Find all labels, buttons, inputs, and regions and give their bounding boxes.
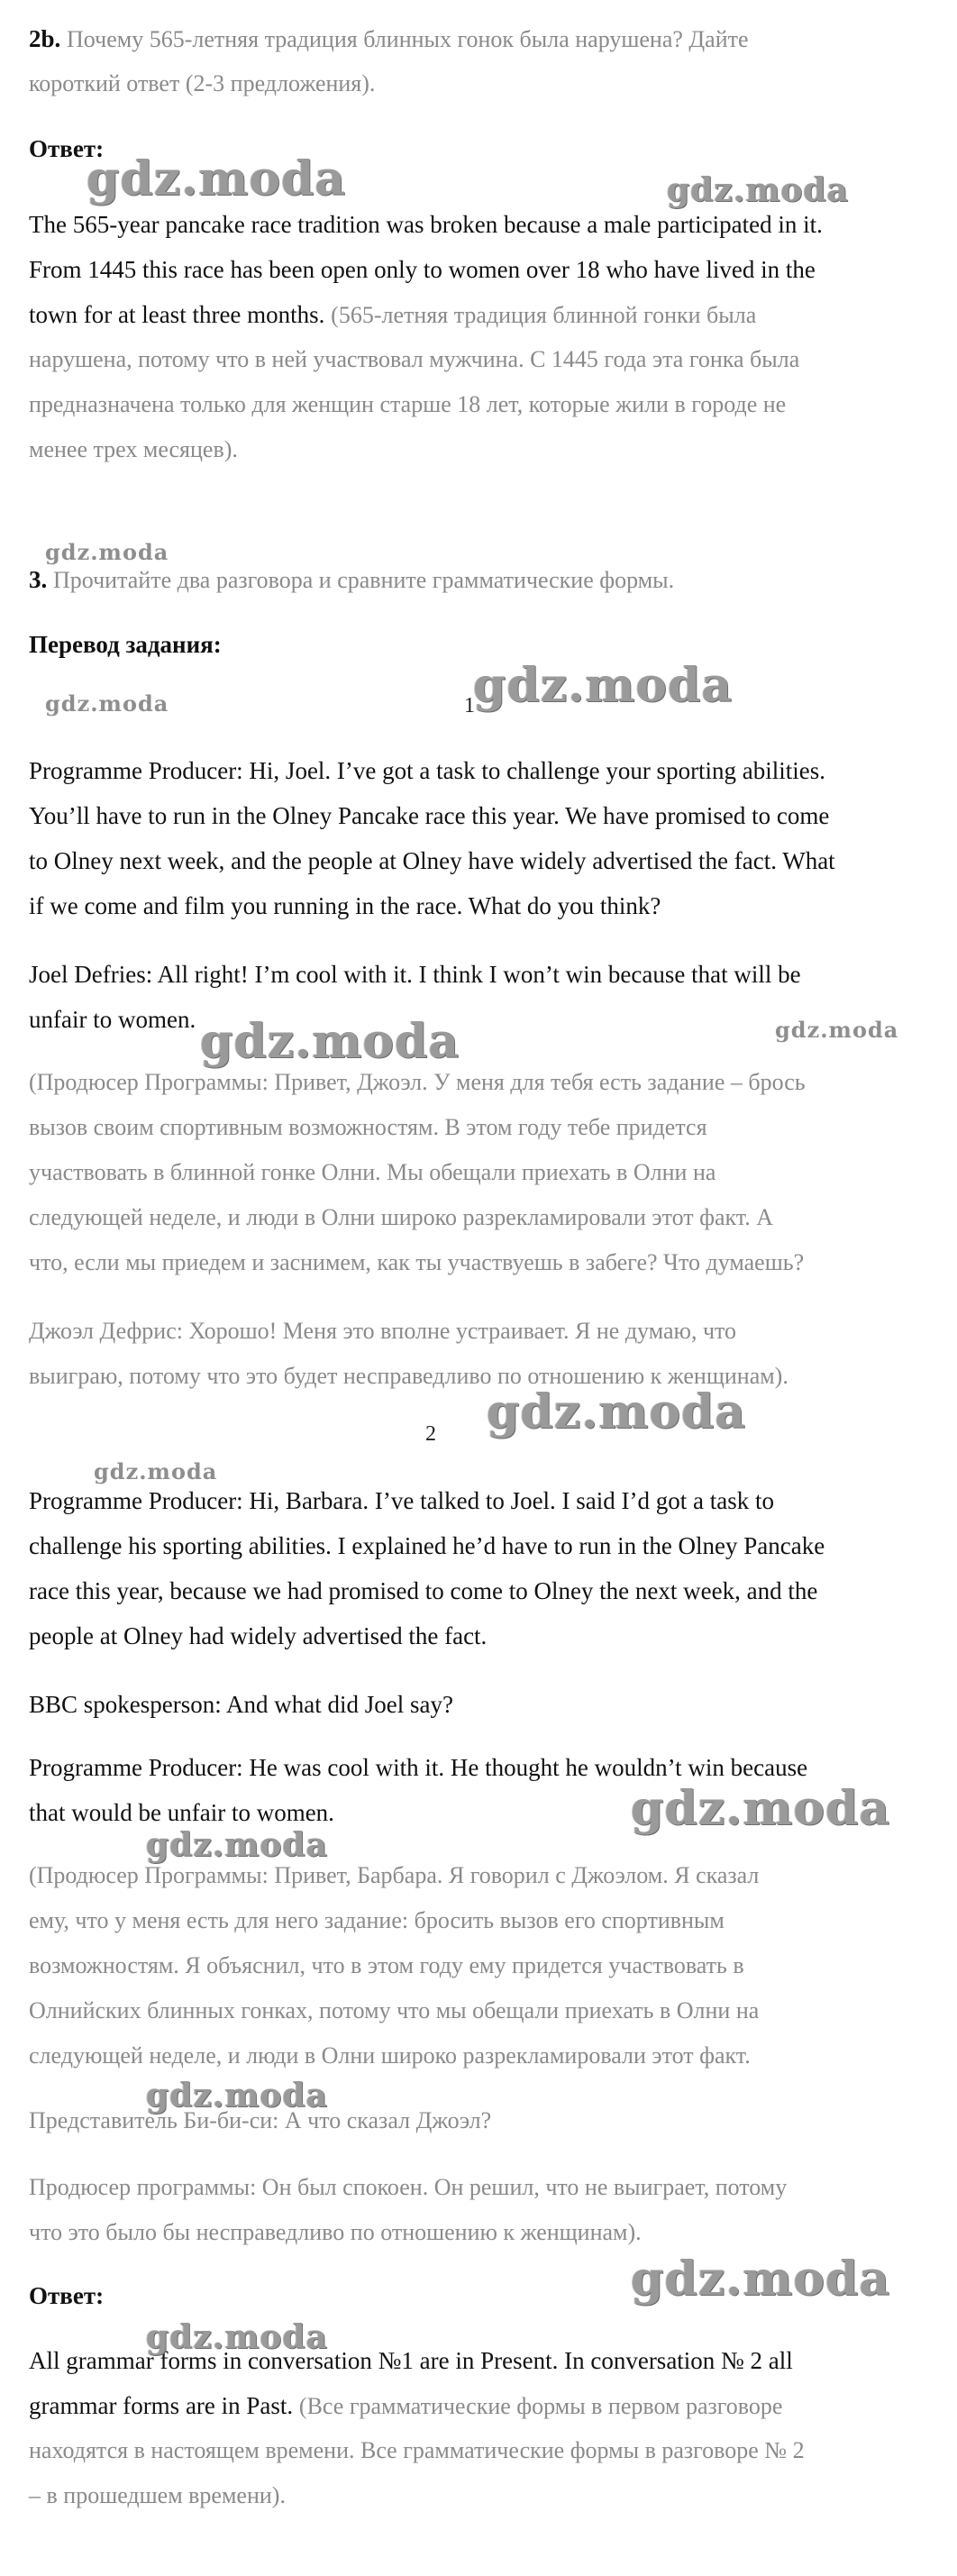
answer-3-line-4: – в прошедшем времени). <box>29 2482 286 2508</box>
question-2b-line-1: 2b. Почему 565-летняя традиция блинных гонок была нарушена? Дайте <box>29 25 749 52</box>
conv1-line-1: Programme Producer: Hi, Joel. I’ve got a task to challenge your sporting abilities. <box>29 757 826 784</box>
answer-2b-line-3: town for at least three months. (565-летняя традиция блинной гонки была <box>29 301 757 328</box>
answer-2b-line-1: The 565-year pancake race tradition was broken because a male participated in it. <box>29 211 823 238</box>
conv1-translation-line-1: (Продюсер Программы: Привет, Джоэл. У меня для тебя есть задание – брось <box>29 1069 806 1095</box>
translation-2b-line-2: нарушена, потому что в ней участвовал мужчина. С 1445 года эта гонка была <box>29 346 800 372</box>
conv1-translation-line-4: следующей неделе, и люди в Олни широко разрекламировали этот факт. А <box>29 1204 773 1230</box>
conv2-line-4: people at Olney had widely advertised the fact. <box>29 1622 488 1649</box>
translation-2b-line-3: предназначена только для женщин старше 18 лет, которые жили в городе не <box>29 391 787 417</box>
conv1-joel-line-2: unfair to women. <box>29 1006 196 1033</box>
conv1-joel-line-1: Joel Defries: All right! I’m cool with it. I think I won’t win because that will be <box>29 961 801 988</box>
section-number-3: 3. <box>29 566 48 593</box>
conv1-translation-line-6: Джоэл Дефрис: Хорошо! Меня это вполне устраивает. Я не думаю, что <box>29 1318 737 1344</box>
conv2-producer-line-2: that would be unfair to women. <box>29 1799 334 1826</box>
conv2-translation-line-3: возможностям. Я объяснил, что в этом году ему придется участвовать в <box>29 1952 744 1978</box>
answer-3-line-3: находятся в настоящем времени. Все грамматические формы в разговоре № 2 <box>29 2437 805 2463</box>
translation-label: Перевод задания: <box>29 631 222 658</box>
watermark: gdz.moda <box>146 2077 328 2115</box>
conv1-line-3: to Olney next week, and the people at Olney have widely advertised the fact. What <box>29 847 835 874</box>
translation-2b-line-4: менее трех месяцев). <box>29 436 238 462</box>
conversation-marker-2: 2 <box>425 1422 436 1446</box>
task-3-line: 3. Прочитайте два разговора и сравните грамматические формы. <box>29 566 675 593</box>
conv2-line-1: Programme Producer: Hi, Barbara. I’ve talked to Joel. I said I’d got a task to <box>29 1487 775 1514</box>
conv2-translation-line-6: Представитель Би-би-си: А что сказал Джоэл? <box>29 2107 492 2133</box>
answer-2b-line-2: From 1445 this race has been open only to women over 18 who have lived in the <box>29 256 816 283</box>
watermark: gdz.moda <box>45 539 169 565</box>
watermark: gdz.moda <box>631 2252 891 2307</box>
watermark: gdz.moda <box>146 2318 328 2356</box>
conv2-translation-line-8: что это было бы несправедливо по отношению к женщинам). <box>29 2219 642 2245</box>
question-2b-line-2: короткий ответ (2-3 предложения). <box>29 70 376 96</box>
answer-3-line-2: grammar forms are in Past. (Все грамматические формы в первом разговоре <box>29 2392 783 2419</box>
conv1-line-4: if we come and film you running in the race. What do you think? <box>29 892 661 919</box>
conv2-translation-line-5: следующей неделе, и люди в Олни широко разрекламировали этот факт. <box>29 2042 751 2069</box>
conversation-marker-1: 1 <box>464 694 475 717</box>
conv1-translation-line-7: выиграю, потому что это будет несправедливо по отношению к женщинам). <box>29 1363 788 1389</box>
answer-label-2b: Ответ: <box>29 135 105 162</box>
watermark: gdz.moda <box>473 658 734 713</box>
watermark: gdz.moda <box>94 1458 218 1484</box>
conv2-translation-line-2: ему, что у меня есть для него задание: бросить вызов его спортивным <box>29 1907 725 1933</box>
section-number-2b: 2b. <box>29 25 61 52</box>
watermark: gdz.moda <box>775 1017 899 1043</box>
conv1-translation-line-3: участвовать в блинной гонке Олни. Мы обещали приехать в Олни на <box>29 1159 716 1185</box>
conv1-translation-line-5: что, если мы приедем и заснимем, как ты участвуешь в забеге? Что думаешь? <box>29 1249 805 1275</box>
watermark: gdz.moda <box>146 1826 328 1864</box>
conv2-translation-line-1: (Продюсер Программы: Привет, Барбара. Я говорил с Джоэлом. Я сказал <box>29 1862 760 1888</box>
watermark: gdz.moda <box>631 1781 891 1836</box>
conv2-line-3: race this year, because we had promised to come to Olney the next week, and the <box>29 1577 818 1604</box>
conv2-line-2: challenge his sporting abilities. I explained he’d have to run in the Olney Pancake <box>29 1532 825 1559</box>
conv2-producer-line-1: Programme Producer: He was cool with it. He thought he wouldn’t win because <box>29 1754 808 1781</box>
watermark: gdz.moda <box>487 1384 747 1439</box>
conv2-bbc-line: BBC spokesperson: And what did Joel say? <box>29 1691 453 1718</box>
watermark: gdz.moda <box>45 690 169 717</box>
conv1-line-2: You’ll have to run in the Olney Pancake race this year. We have promised to come <box>29 802 830 829</box>
watermark: gdz.moda <box>200 1014 460 1069</box>
conv2-translation-line-4: Олнийских блинных гонках, потому что мы обещали приехать в Олни на <box>29 1997 760 2023</box>
answer-3-line-1: All grammar forms in conversation №1 are in Present. In conversation № 2 all <box>29 2347 793 2374</box>
answer-label-3: Ответ: <box>29 2282 105 2309</box>
conv1-translation-line-2: вызов своим спортивным возможностям. В этом году тебе придется <box>29 1114 707 1140</box>
conv2-translation-line-7: Продюсер программы: Он был спокоен. Он решил, что не выиграет, потому <box>29 2174 788 2200</box>
watermark: gdz.moda <box>667 171 849 209</box>
watermark: gdz.moda <box>87 151 347 206</box>
